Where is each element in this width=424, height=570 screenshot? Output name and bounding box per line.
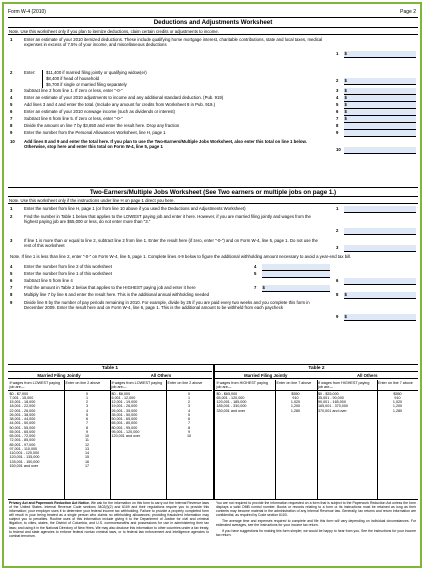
line-number: 5 [10,102,13,107]
line-4-amount-field[interactable] [262,264,330,271]
line-ref: 5 [336,102,339,107]
line-8-amount-field[interactable] [344,123,416,130]
table-cell: 55,001 - 65,000 [9,429,36,434]
table1-title: Table 1 [8,365,212,372]
line-ref: 7 [336,116,339,121]
privacy-title: Privacy Act and Paperwork Reduction Act Notice. [9,501,90,505]
table-cell: 90,001 - 165,000 [318,400,346,404]
line-ref: 1 [336,206,339,211]
table-cell: 1,200 [290,404,301,409]
line-text: Enter the number from line H, page 1 (or from line 10 above if you used the Deductions and Adjustments Worksheet) [24,206,246,211]
table-cell: 120,001 - 135,000 [9,455,40,460]
table1-column-header: If wages from LOWEST paying job are— [111,381,163,390]
dollar-sign: $ [344,95,347,100]
line-number: 9 [10,130,13,135]
table2-mfj-rows [217,392,274,413]
line-text: Enter the number from the Personal Allowances Worksheet, line H, page 1 [24,130,166,135]
dollar-sign: $ [344,314,347,319]
table-cell: 7 [85,421,89,426]
line-number: 5 [10,271,13,276]
privacy-left [9,501,209,538]
table-cell: 80,001 - 95,000 [111,425,138,430]
table-cell: 135,001 - 150,000 [9,459,40,464]
table1-others-header: All Others [110,372,212,379]
privacy-right-p2: The average time and expenses required to complete and file this form will vary depending on individual circumstances. For estimated averages, see the instructions for your income tax return. [216,518,416,527]
dollar-sign: $ [344,51,347,56]
line-text: Multiply line 7 by line 6 and enter the result here. This is the additional annual withholding needed [24,292,210,297]
table-cell: 6 [85,417,89,421]
line-ref: 8 [336,292,339,297]
privacy-right [216,501,416,537]
line-number: 4 [10,95,13,100]
table-cell: 5 [85,412,89,417]
table1-mfj-rows [10,392,63,469]
line-7-amount-field[interactable] [344,116,416,123]
privacy-left-text: We ask for the information on this form to carry out the Internal Revenue laws of the United States. Internal Revenue Code sections 3402(f)(2) and 6109 and their regulations require you to provide this information; your employer uses it to determine your federal income tax withholding. Failure to provide a properly completed form will result in your being treated as a single person who claims no withholding allowances; providing fraudulent information may subject you to penalties. Routine uses of this information include giving it to the Department of Justice for civil and criminal litigation, to cities, states, the District of Columbia, and U.S. commonwealths and possessions for use in administering their tax laws; and using it in the National Directory of New Hires. We may also disclose this information to other countries under a tax treaty, to federal and state agencies to enforce federal nontax criminal laws, or to federal law enforcement and intelligence agencies to combat terrorism. [9,501,209,538]
table-cell: 65,001 - 120,000 [216,395,245,400]
deductions-line-2 [8,70,418,88]
table-cell: 2 [187,400,191,404]
table-cell: 22,001 - 26,000 [9,408,36,413]
table1-column-header: Enter on line 2 above [65,381,101,385]
line-ref: 3 [336,245,339,250]
line-text: Add lines 3 and 4 and enter the total. (Include any amount for credits from Worksheet 8 in Pub. 919.) [24,102,216,107]
dollar-sign: $ [344,292,347,297]
line-text: Divide line 8 by the number of pay periods remaining in 2010. For example, divide by 25 if you are paid every two weeks and you complete this form in December 2009. Enter the result here and on Form W-4, line 6, page 1. This is the additional amount to be withheld from each paycheck [24,300,310,311]
table-cell: 35,001 - 50,000 [111,412,138,417]
line-1-amount-field[interactable] [344,51,416,58]
line-2-amount-field[interactable] [344,78,416,85]
line-text: Enter: [24,70,36,75]
deductions-lines [8,35,418,187]
table-cell: 12 [84,442,90,447]
line-ref: 6 [336,278,339,283]
dollar-sign: $ [344,88,347,93]
table-cell: 72,001 - 85,000 [9,438,36,443]
line-5-amount-field[interactable] [262,271,330,278]
line-ref: 2 [336,228,339,233]
line-number: 8 [10,292,13,297]
two-earners-worksheet-title: Two-Earners/Multiple Jobs Worksheet (See Two earners or multiple jobs on page 1.) [8,187,418,196]
line-4-amount-field[interactable] [344,95,416,102]
table-cell: 1 [85,395,89,400]
line-6-amount-field[interactable] [344,278,416,285]
table-cell: 10 [186,434,192,438]
table-cell: 185,001 - 330,000 [216,404,247,409]
line-number: 7 [10,285,13,290]
deductions-line-1 [8,37,418,59]
two-earners-lines [8,204,418,364]
table-cell: 7,001 - 15,000 [9,395,34,400]
line-1-amount-field[interactable] [344,206,416,213]
table-cell: 7 [187,421,191,426]
table2-others-header: All Others [317,372,419,379]
two-earners-line-1 [8,206,418,214]
dollar-sign: $ [344,116,347,121]
table-cell: $0 - $7,000 [9,391,29,396]
dollar-sign: $ [344,102,347,107]
table-cell: 5 [187,412,191,417]
line-9-amount-field[interactable] [344,314,416,321]
line-number: 4 [10,264,13,269]
line-7-amount-field[interactable] [262,285,330,292]
table2-title: Table 2 [215,365,418,372]
deductions-worksheet-title: Deductions and Adjustments Worksheet [153,19,273,26]
two-earners-line-9 [8,300,418,322]
table2-other-rows [318,392,375,413]
line-2-option: $11,400 if married filing jointly or qualifying widow(er) [46,70,147,75]
line-text: Subtract line 2 from line 1. If zero or less, enter "-0-" [24,88,123,93]
line-number: 3 [10,238,13,243]
line-ref: 7 [254,285,257,290]
line-text: Enter the number from line 2 of this worksheet [24,264,112,269]
table2-column-header: Enter on line 7 above [378,381,413,385]
table-cell: 1,280 [392,408,403,413]
table2-other-vals [378,392,418,413]
line-number: 1 [10,37,13,42]
table-cell: 3 [187,404,191,409]
line-text: Enter an estimate of your 2010 nonwage income (such as dividends or interest) [24,109,175,114]
line-text: Subtract line 6 from line 5. If zero or less, enter "-0-" [24,116,123,121]
line-ref: 9 [336,130,339,135]
table-cell: 0 [85,391,89,396]
table-cell: 38,001 - 44,000 [9,417,36,421]
table-cell: 15,001 - 18,000 [9,400,36,404]
deductions-line-9 [8,130,418,138]
privacy-right-p1: You are not required to provide the information requested on a form that is subject to the Paperwork Reduction Act unless the form displays a valid OMB control number. Books or records relating to a form or its instructions must be retained as long as their contents may become material in the administration of any Internal Revenue law. Generally, tax returns and return information are confidential, as required by Code section 6103. [216,501,416,518]
table-cell: 35,001 - 90,000 [318,395,344,400]
table2-column-header: If wages from HIGHEST paying job are— [216,381,268,390]
table-cell: 10 [84,434,90,438]
line-ref: 10 [336,147,341,152]
deductions-line-10 [8,139,418,155]
table-cell: $550 [291,391,300,396]
table-cell: $550 [393,391,402,396]
line-2-options [42,70,182,88]
table-cell: 65,001 - 80,000 [111,421,138,426]
table-cell: 11 [85,438,89,443]
table-cell: 1,280 [290,408,301,413]
line-9-amount-field[interactable] [344,130,416,137]
table-cell: 110,001 - 120,000 [9,451,40,455]
form-id: Form W-4 (2010) [8,9,46,15]
table-cell: 8 [187,425,191,430]
table-cell: 85,001 - 97,000 [9,442,36,447]
line-ref: 4 [254,264,257,269]
line-ref: 1 [336,51,339,56]
line-text: Enter the number from line 1 of this worksheet [24,271,112,276]
line-3-amount-field[interactable] [344,88,416,95]
page-header [8,8,418,18]
table1-mfj-header: Married Filing Jointly [8,372,110,379]
line-number: 7 [10,116,13,121]
line-10-amount-field[interactable] [344,147,416,154]
line-number: 10 [10,139,15,144]
table-cell: 4 [85,408,89,413]
table-cell: 910 [394,395,401,400]
table-cell: 370,001 and over [318,408,347,413]
line-number: 6 [10,278,13,283]
page-number: Page 2 [400,9,416,15]
table-cell: 14 [84,451,90,455]
table-cell: 4 [187,408,191,413]
table-cell: 8 [85,425,89,430]
dollar-sign: $ [344,78,347,83]
line-number: 6 [10,109,13,114]
line-text: Enter an estimate of your 2010 itemized deductions. These include qualifying home mortgage interest, charitable contributions, state and local taxes, medical expenses in excess of 7.5% of your income, and miscellaneous deductions [24,37,323,48]
table-cell: 9 [85,429,89,434]
line-ref: 6 [336,109,339,114]
dollar-sign: $ [262,285,265,290]
table-cell: 19,001 - 26,000 [111,404,138,409]
line-text: Divide the amount on line 7 by $3,650 and enter the result here. Drop any fraction [24,123,180,128]
table-cell: 330,001 and over [216,408,246,413]
table-cell: 16 [84,459,90,464]
line-ref: 8 [336,123,339,128]
table1-box [8,365,212,500]
table-cell: 15 [84,455,90,460]
form-page [2,2,422,568]
table-cell: 910 [292,395,299,400]
line-ref: 4 [336,95,339,100]
table1-mfj-vals [65,392,109,469]
table2-box [215,365,418,500]
table1-column-header: Enter on line 2 above [167,381,203,385]
table-cell: $0 - $35,000 [318,391,339,396]
privacy-right-p3: If you have suggestions for making this form simpler, we would be happy to hear from you. See the instructions for your income tax return. [216,528,416,537]
table-cell: 65,001 - 72,000 [9,434,36,438]
table-cell: 50,001 - 65,000 [111,417,138,421]
line-text: Find the amount in Table 2 below that applies to the HIGHEST paying job and enter it here [24,285,196,290]
privacy-notice [8,499,418,568]
line-5-amount-field[interactable] [344,102,416,109]
form-body [8,8,418,564]
table-cell: 9 [187,429,191,434]
line-text: Enter an estimate of your 2010 adjustments to income and any additional standard deduction. (Pub. 919) [24,95,224,100]
table1-column-header: If wages from LOWEST paying job are— [9,381,61,390]
table1-other-vals [167,392,211,439]
table-cell: 17 [84,463,90,468]
line-number: 2 [10,214,13,219]
table-cell: 2 [85,400,89,404]
table-cell: 150,001 and over [9,463,39,468]
table-cell: 3 [85,404,89,409]
line-8-amount-field[interactable] [344,292,416,299]
line-number: 3 [10,88,13,93]
line-number: 1 [10,206,13,211]
table1-other-rows [112,392,165,439]
two-earners-line-note [8,254,418,264]
table2-mfj-header: Married Filing Jointly [215,372,317,379]
table2-mfj-vals [276,392,315,413]
line-ref: 9 [336,314,339,319]
table2-column-header: If wages from HIGHEST paying job are— [318,381,370,390]
table-cell: 6,001 - 12,000 [111,395,136,400]
table-cell: 95,001 - 120,000 [111,429,140,434]
line-text: Add lines 8 and 9 and enter the total here. If you plan to use the Two-Earners/Multiple Jobs Worksheet, also enter this total on line 1 below. Otherwise, stop here and enter this total on Form W-4, line 5, page 1 [24,139,307,150]
line-2-amount-field[interactable] [344,228,416,235]
line-2-option: $5,700 if single or married filing separately [46,82,127,87]
table-cell: 1 [187,395,191,400]
table-cell: 50,001 - 55,000 [9,425,36,430]
table-cell: 1,020 [392,400,403,404]
table-cell: $0 - $6,000 [111,391,131,396]
line-6-amount-field[interactable] [344,109,416,116]
table-cell: 26,001 - 38,000 [9,412,36,417]
dollar-sign: $ [344,109,347,114]
table-cell: $0 - $65,000 [216,391,238,396]
line-ref: 5 [254,271,257,276]
table-cell: 120,001 - 185,000 [216,400,247,404]
two-earners-line-8 [8,292,418,300]
table-cell: 1,020 [290,400,301,404]
line-text: Note. If line 1 is less than line 2, enter "-0-" on Form W-4, line 5, page 1. Complete lines 4-9 below to figure the additional withholding amount necessary to avoid a year-end tax bill. [10,254,352,259]
line-3-amount-field[interactable] [344,245,416,252]
table-cell: 165,001 - 370,000 [318,404,348,409]
line-ref: 3 [336,88,339,93]
line-number: 2 [10,70,13,75]
table2-column-header: Enter on line 7 above [276,381,312,385]
line-2-option: $8,400 if head of household [46,76,100,81]
line-number: 9 [10,300,13,305]
table-cell: 12,001 - 19,000 [111,400,138,404]
table-cell: 120,001 and over [111,434,141,438]
line-text: Find the number in Table 1 below that applies to the LOWEST paying job and enter it here. However, if you are married filing jointly and wages from the highest paying job are $65,000 or less, do not enter more than "3." [24,214,311,225]
line-number: 8 [10,123,13,128]
table-cell: 97,001 - 110,000 [9,446,38,451]
line-ref: 2 [336,78,339,83]
withholding-tables [8,364,418,499]
two-earners-line-2 [8,214,418,236]
table-cell: 6 [187,417,191,421]
line-text: If line 1 is more than or equal to line 2, subtract line 2 from line 1. Enter the result here (if zero, enter "-0-") and on Form W-4, line 5, page 1. Do not use the rest of this worksheet [24,238,318,249]
two-earners-line-6 [8,278,418,285]
table-cell: 0 [187,391,191,396]
table-cell: 18,001 - 22,000 [9,404,36,409]
two-earners-line-4 [8,264,418,271]
table-cell: 13 [84,446,90,451]
two-earners-note: Note. Use this worksheet only if the instructions under line H on page 1 direct you here. [8,196,418,204]
line-text: Subtract line 5 from line 4 [24,278,73,283]
table-cell: 1,200 [392,404,403,409]
deductions-note: Note. Use this worksheet only if you plan to itemize deductions, claim certain credits or adjustments to income. [8,27,418,35]
table-cell: 44,001 - 50,000 [9,421,36,426]
table-cell: 26,001 - 35,000 [111,408,138,413]
two-earners-line-3 [8,238,418,252]
